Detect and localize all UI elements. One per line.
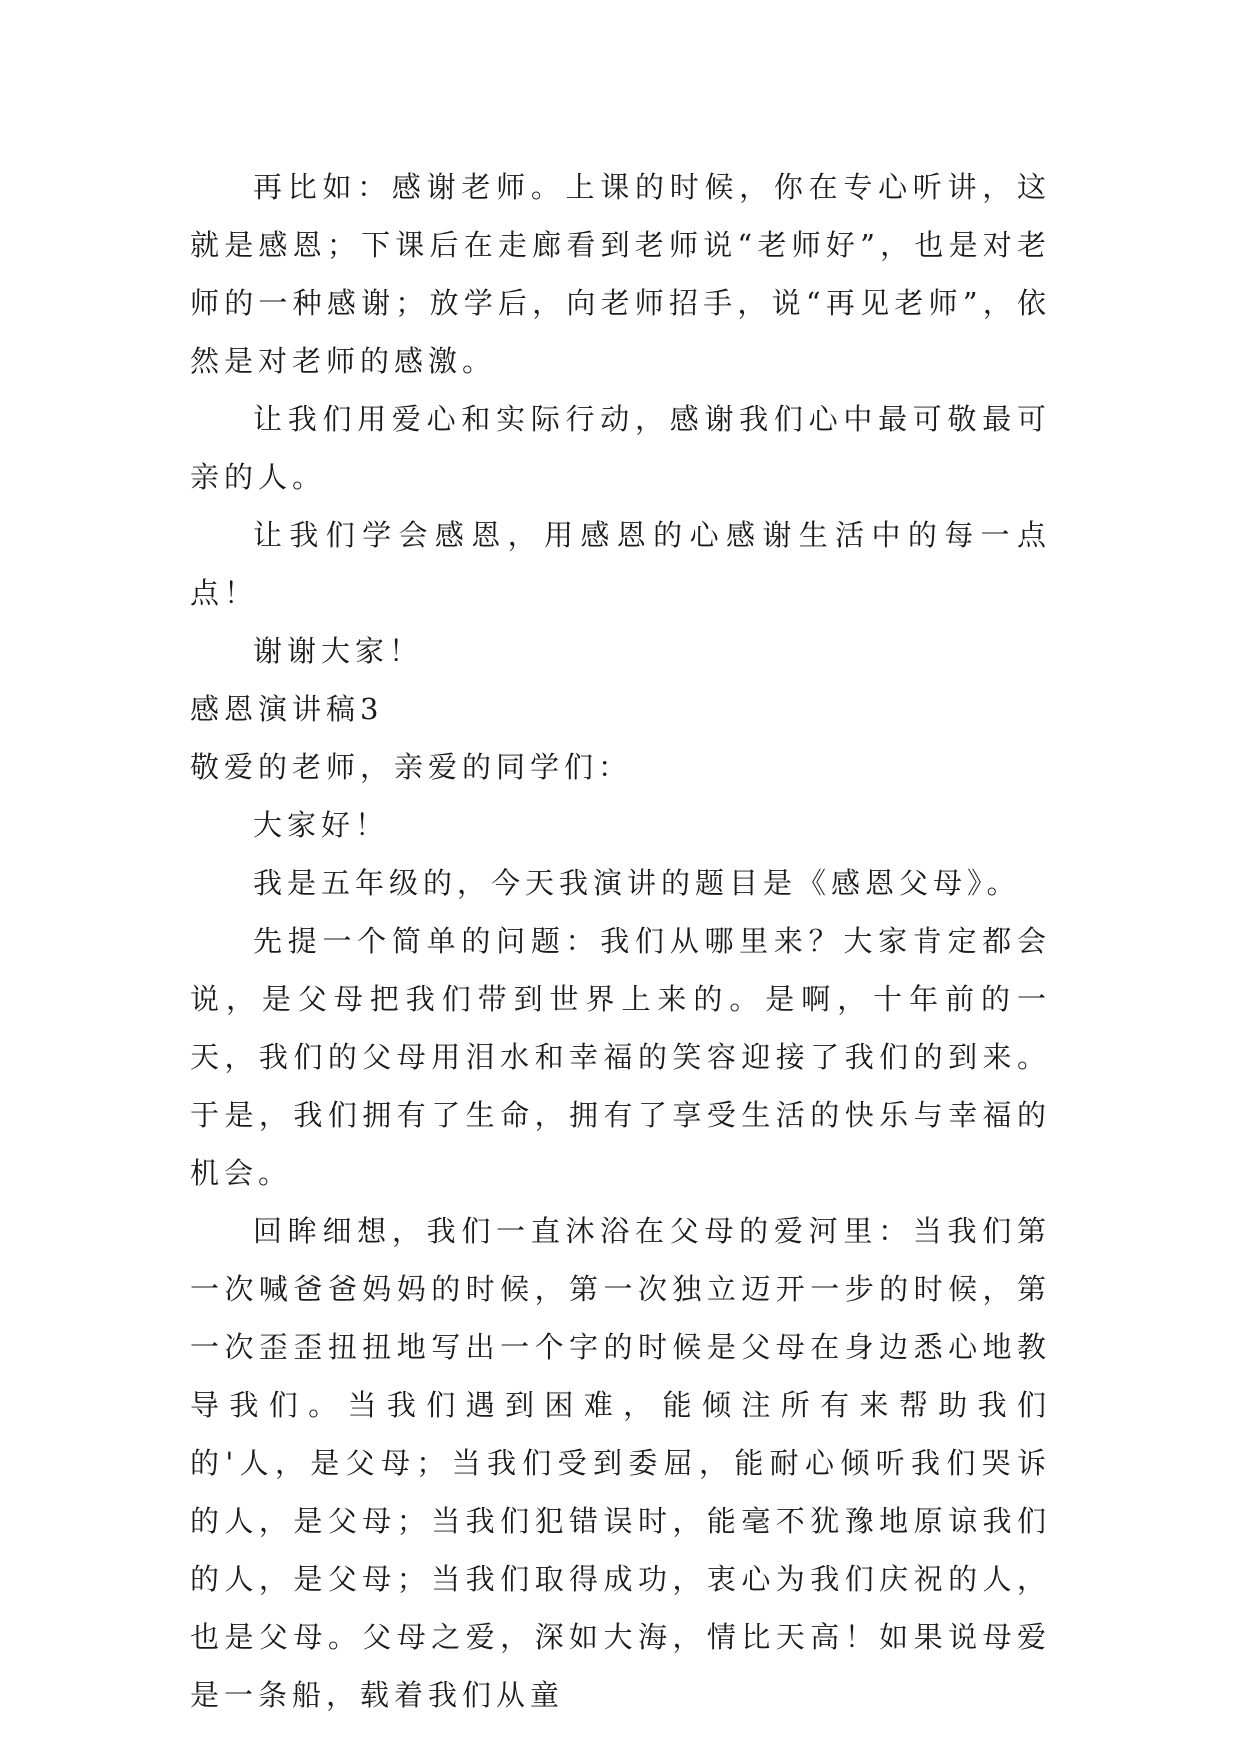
paragraph-learn-gratitude: 让我们学会感恩，用感恩的心感谢生活中的每一点点！ xyxy=(190,518,1051,610)
paragraph-where-from: 先提一个简单的问题：我们从哪里来？大家肯定都会说，是父母把我们带到世界上来的。是啊，十年前的一天，我们的父母用泪水和幸福的笑容迎接了我们的到来。于是，我们拥有了生命，拥有了享受生活的快乐与幸福的机会。 xyxy=(190,924,1051,1190)
paragraph-thank-teacher: 再比如：感谢老师。上课的时候，你在专心听讲，这就是感恩；下课后在走廊看到老师说“老师好”，也是对老师的一种感谢；放学后，向老师招手，说“再见老师”，依然是对老师的感激。 xyxy=(190,170,1051,378)
paragraph-thanks-all: 谢谢大家！ xyxy=(253,634,424,668)
section-title: 感恩演讲稿3 xyxy=(190,692,384,726)
greeting: 大家好！ xyxy=(253,808,390,842)
paragraph-parents-love: 回眸细想，我们一直沐浴在父母的爱河里：当我们第一次喊爸爸妈妈的时候，第一次独立迈开一步的时候，第一次歪歪扭扭地写出一个字的时候是父母在身边悉心地教导我们。当我们遇到困难，能倾注所有来帮助我们的'人，是父母；当我们受到委屈，能耐心倾听我们哭诉的人，是父母；当我们犯错误时，能毫不犹豫地原谅我们的人，是父母；当我们取得成功，衷心为我们庆祝的人，也是父母。父母之爱，深如大海，情比天高！如果说母爱是一条船，载着我们从童 xyxy=(190,1214,1051,1712)
salutation: 敬爱的老师，亲爱的同学们： xyxy=(190,750,633,784)
document-body xyxy=(190,158,1051,1724)
paragraph-thank-loved-ones: 让我们用爱心和实际行动，感谢我们心中最可敬最可亲的人。 xyxy=(190,402,1051,494)
paragraph-speech-topic: 我是五年级的，今天我演讲的题目是《感恩父母》。 xyxy=(253,866,1021,900)
